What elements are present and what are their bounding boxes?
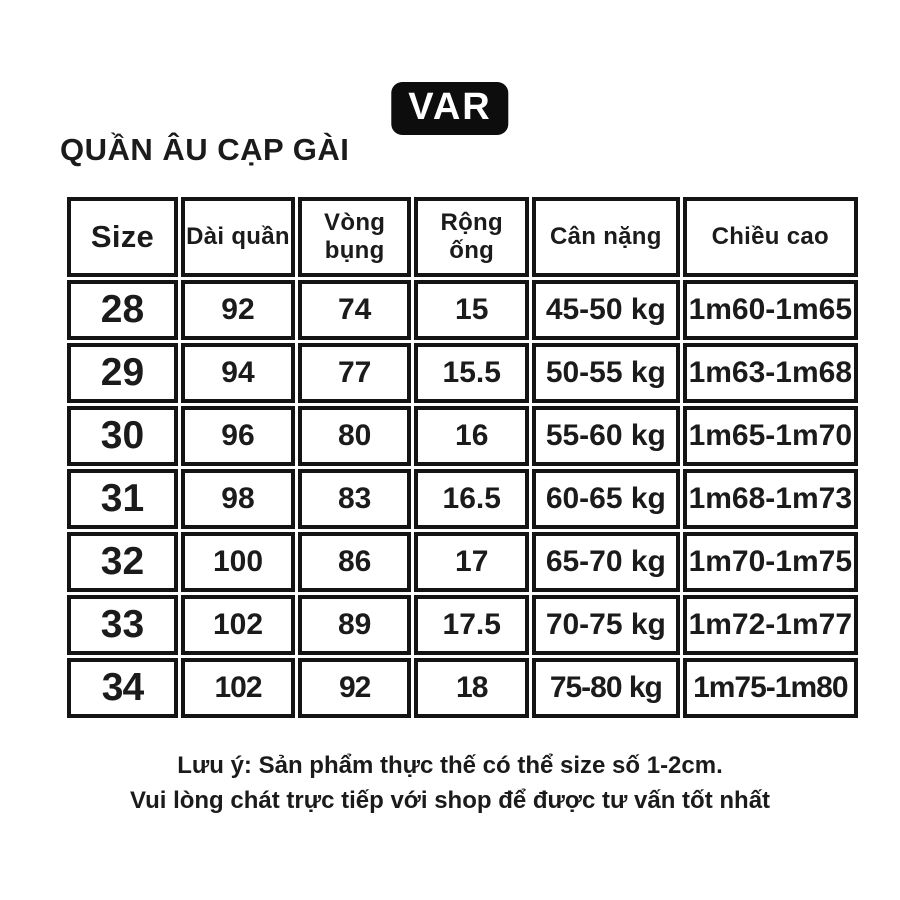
- cell-value: 98: [181, 469, 295, 529]
- cell-value: 80: [298, 406, 411, 466]
- cell-value: 96: [181, 406, 295, 466]
- cell-value: 1m60-1m65: [683, 280, 858, 340]
- cell-value: 55-60 kg: [532, 406, 679, 466]
- column-header-1: Dài quần: [181, 197, 295, 277]
- brand-logo-text: VAR: [408, 86, 492, 128]
- cell-value: 15.5: [414, 343, 529, 403]
- table-row: [67, 595, 858, 655]
- size-value: 32: [67, 532, 178, 592]
- table-row: [67, 532, 858, 592]
- cell-value: 74: [298, 280, 411, 340]
- cell-value: 75-80 kg: [532, 658, 679, 718]
- cell-value: 77: [298, 343, 411, 403]
- size-value: 30: [67, 406, 178, 466]
- cell-value: 65-70 kg: [532, 532, 679, 592]
- cell-value: 1m75-1m80: [683, 658, 858, 718]
- table-row: [67, 406, 858, 466]
- cell-value: 102: [181, 658, 295, 718]
- cell-value: 1m63-1m68: [683, 343, 858, 403]
- note-line-2: Vui lòng chát trực tiếp với shop để được tư vấn tốt nhất: [129, 787, 771, 814]
- cell-value: 1m68-1m73: [683, 469, 858, 529]
- size-value: 33: [67, 595, 178, 655]
- cell-value: 17.5: [414, 595, 529, 655]
- footer-note: [0, 748, 900, 818]
- cell-value: 70-75 kg: [532, 595, 679, 655]
- cell-value: 50-55 kg: [532, 343, 679, 403]
- cell-value: 94: [181, 343, 295, 403]
- cell-value: 17: [414, 532, 529, 592]
- table-row: [67, 658, 858, 718]
- cell-value: 92: [181, 280, 295, 340]
- size-value: 31: [67, 469, 178, 529]
- column-header-0: Size: [67, 197, 178, 277]
- size-value: 34: [67, 658, 178, 718]
- column-header-4: Cân nặng: [532, 197, 679, 277]
- cell-value: 45-50 kg: [532, 280, 679, 340]
- page-title: QUẦN ÂU CẠP GÀI: [60, 132, 350, 167]
- brand-logo-badge: [391, 82, 508, 135]
- note-line-1: Lưu ý: Sản phẩm thực thế có thể size số 1-2cm.: [177, 752, 723, 779]
- table-row: [67, 343, 858, 403]
- cell-value: 1m70-1m75: [683, 532, 858, 592]
- size-value: 29: [67, 343, 178, 403]
- cell-value: 16.5: [414, 469, 529, 529]
- cell-value: 92: [298, 658, 411, 718]
- cell-value: 15: [414, 280, 529, 340]
- table-body: [67, 280, 858, 718]
- size-value: 28: [67, 280, 178, 340]
- cell-value: 83: [298, 469, 411, 529]
- table-row: [67, 280, 858, 340]
- cell-value: 86: [298, 532, 411, 592]
- cell-value: 60-65 kg: [532, 469, 679, 529]
- column-header-3: Rộng ống: [414, 197, 529, 277]
- column-header-2: Vòng bụng: [298, 197, 411, 277]
- cell-value: 100: [181, 532, 295, 592]
- table-header-row: [67, 197, 858, 277]
- cell-value: 1m72-1m77: [683, 595, 858, 655]
- cell-value: 102: [181, 595, 295, 655]
- cell-value: 18: [414, 658, 529, 718]
- cell-value: 1m65-1m70: [683, 406, 858, 466]
- cell-value: 89: [298, 595, 411, 655]
- column-header-5: Chiều cao: [683, 197, 858, 277]
- size-chart-table: [64, 194, 861, 721]
- table-row: [67, 469, 858, 529]
- cell-value: 16: [414, 406, 529, 466]
